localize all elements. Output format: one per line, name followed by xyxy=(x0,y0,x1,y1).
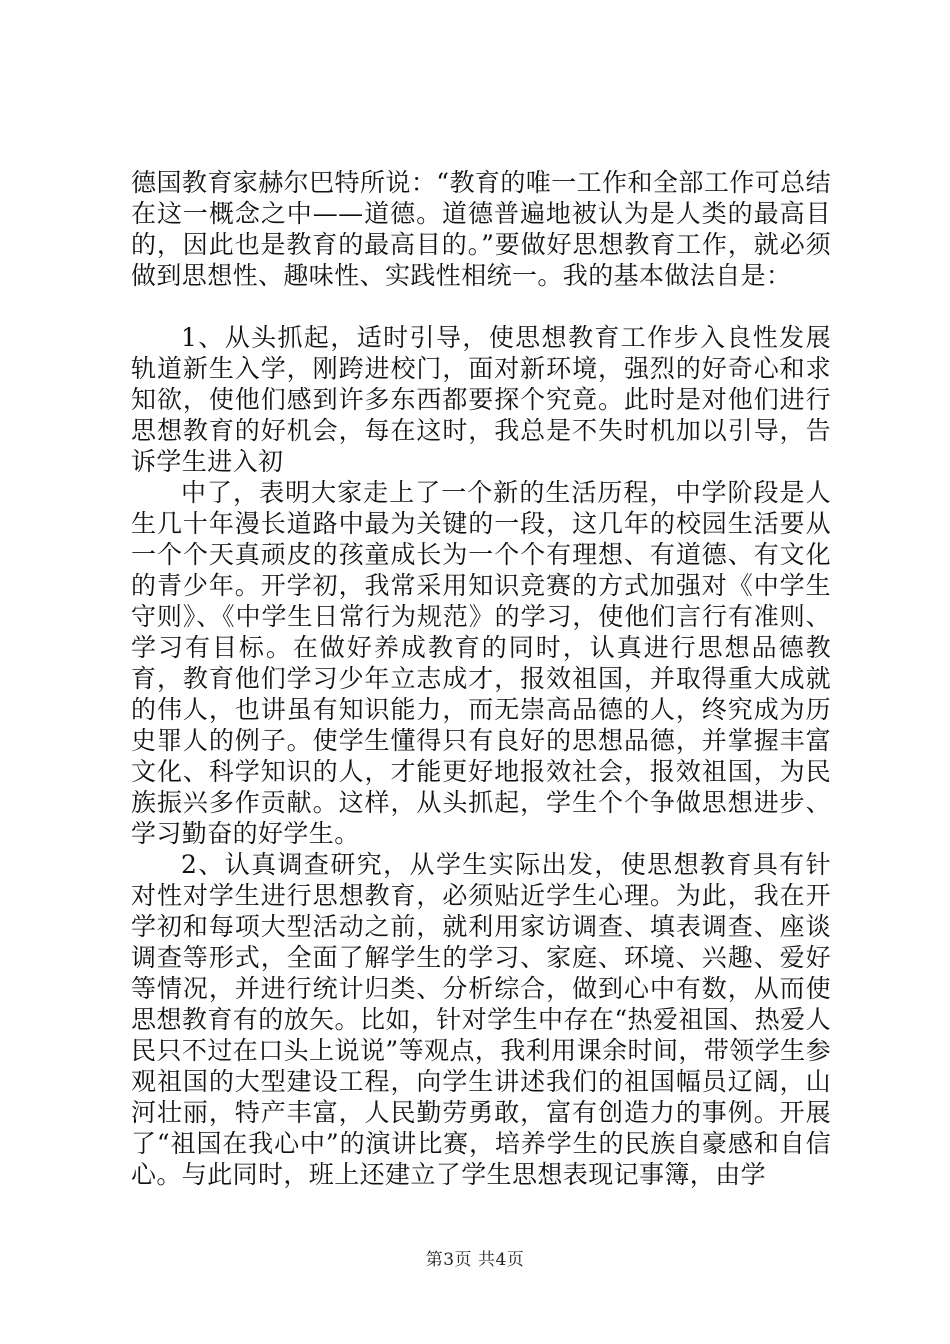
paragraph-item-1: 1、从头抓起，适时引导，使思想教育工作步入良性发展轨道新生入学，刚跨进校门，面对新环境，强烈的好奇心和求知欲，使他们感到许多东西都要探个究竟。此时是对他们进行思想教育的好机会，每在这时，我总是不失时机加以引导，告诉学生进入初 xyxy=(131,323,831,476)
page-number-footer: 第3页 共4页 xyxy=(425,1250,525,1270)
paragraph-item-1-continued: 中了，表明大家走上了一个新的生活历程，中学阶段是人生几十年漫长道路中最为关键的一段，这几年的校园生活要从一个个天真顽皮的孩童成长为一个个有理想、有道德、有文化的青少年。开学初，我常采用知识竞赛的方式加强对《中学生守则》、《中学生日常行为规范》的学习，使他们言行有准则、学习有目标。在做好养成教育的同时，认真进行思想品德教育，教育他们学习少年立志成才，报效祖国，并取得重大成就的伟人，也讲虽有知识能力，而无崇高品德的人，终究成为历史罪人的例子。使学生懂得只有良好的思想品德，并掌握丰富文化、科学知识的人，才能更好地报效社会，报效祖国，为民族振兴多作贡献。这样，从头抓起，学生个个争做思想进步、学习勤奋的好学生。 xyxy=(131,478,831,848)
paragraph-spacer xyxy=(131,291,831,322)
document-body xyxy=(131,167,831,1190)
paragraph-item-2: 2、认真调查研究，从学生实际出发，使思想教育具有针对性对学生进行思想教育，必须贴近学生心理。为此，我在开学初和每项大型活动之前，就利用家访调查、填表调查、座谈调查等形式，全面了解学生的学习、家庭、环境、兴趣、爱好等情况，并进行统计归类、分析综合，做到心中有数，从而使思想教育有的放矢。比如，针对学生中存在“热爱祖国、热爱人民只不过在口头上说说”等观点，我利用课余时间，带领学生参观祖国的大型建设工程，向学生讲述我们的祖国幅员辽阔，山河壮丽，特产丰富，人民勤劳勇敢，富有创造力的事例。开展了“祖国在我心中”的演讲比赛，培养学生的民族自豪感和自信心。与此同时，班上还建立了学生思想表现记事簿，由学 xyxy=(131,850,831,1189)
paragraph-intro: 德国教育家赫尔巴特所说：“教育的唯一工作和全部工作可总结在这一概念之中——道德。道德普遍地被认为是人类的最高目的，因此也是教育的最高目的。”要做好思想教育工作，就必须做到思想性、趣味性、实践性相统一。我的基本做法自是： xyxy=(131,168,831,290)
